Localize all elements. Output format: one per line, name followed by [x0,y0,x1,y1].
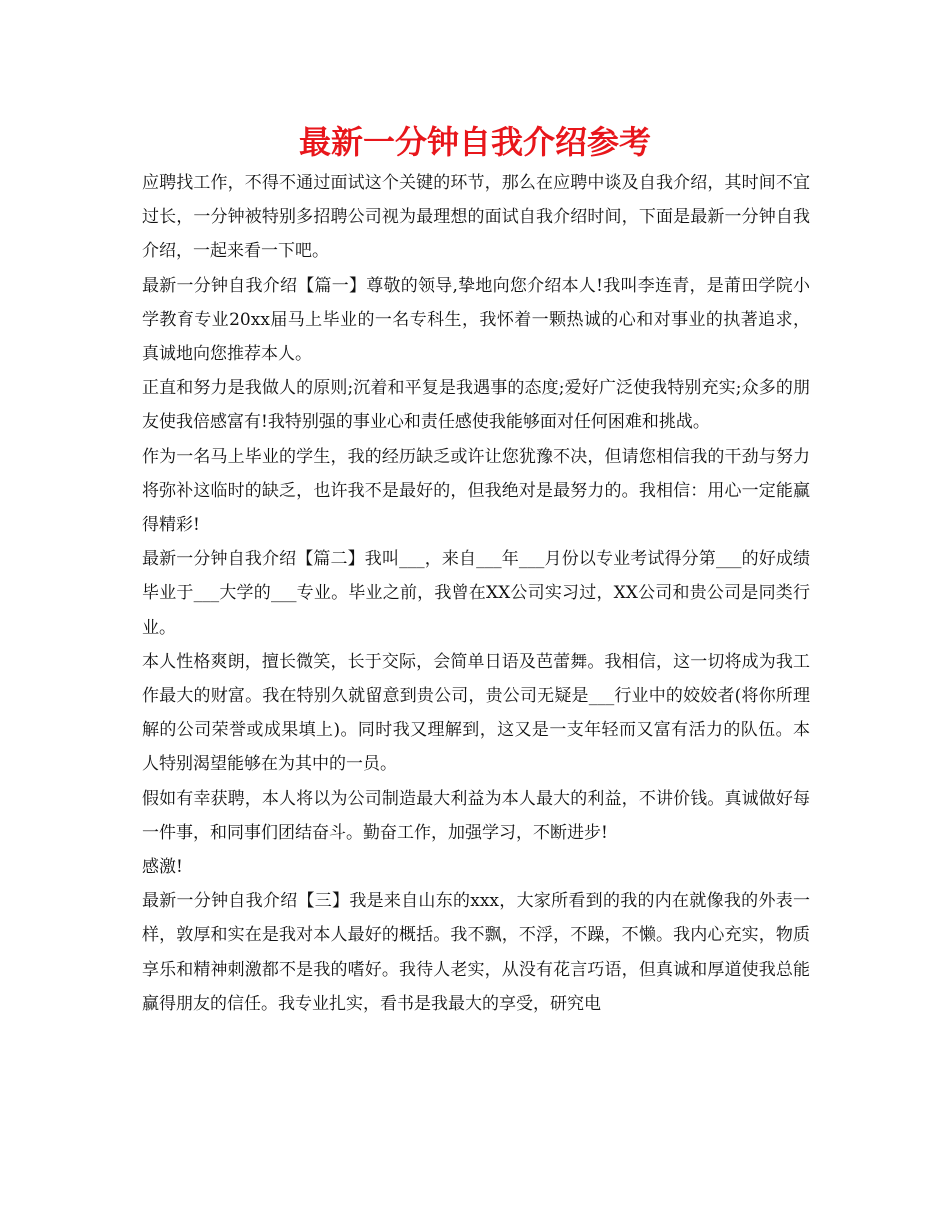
paragraph-part1-principles: 正直和努力是我做人的原则;沉着和平复是我遇事的态度;爱好广泛使我特别充实;众多的朋友使我倍感富有!我特别强的事业心和责任感使我能够面对任何困难和挑战。 [142,378,810,433]
paragraph-part1-intro: 最新一分钟自我介绍【篇一】尊敬的领导,挚地向您介绍本人!我叫李连青，是莆田学院小学教育专业20xx届马上毕业的一名专科生，我怀着一颗热诚的心和对事业的执著追求，真诚地向您推荐本人。 [142,275,810,365]
paragraph-part2-intro: 最新一分钟自我介绍【篇二】我叫___，来自___年___月份以专业考试得分第___的好成绩毕业于___大学的___专业。毕业之前，我曾在XX公司实习过，XX公司和贵公司是同类行业。 [142,549,810,638]
document-body [142,166,810,1021]
paragraph-part1-effort: 作为一名马上毕业的学生，我的经历缺乏或许让您犹豫不决，但请您相信我的干劲与努力将弥补这临时的缺乏，也许我不是最好的，但我绝对是最努力的。我相信：用心一定能赢得精彩! [142,446,810,536]
document-title: 最新一分钟自我介绍参考 [298,123,651,161]
paragraph-part3-intro: 最新一分钟自我介绍【三】我是来自山东的xxx，大家所看到的我的内在就像我的外表一样，敦厚和实在是我对本人最好的概括。我不飘，不浮，不躁，不懒。我内心充实，物质享乐和精神刺激都不是我的嗜好。我待人老实，从没有花言巧语，但真诚和厚道使我总能赢得朋友的信任。我专业扎实，看书是我最大的享受，研究电 [142,891,810,1014]
paragraph-part2-personality: 本人性格爽朗，擅长微笑，长于交际，会简单日语及芭蕾舞。我相信，这一切将成为我工作最大的财富。我在特别久就留意到贵公司，贵公司无疑是___行业中的姣姣者(将你所理解的公司荣誉或成果填上)。同时我又理解到，这又是一支年轻而又富有活力的队伍。本人特别渴望能够在为其中的一员。 [142,651,810,775]
paragraph-part2-commitment: 假如有幸获聘，本人将以为公司制造最大利益为本人最大的利益，不讲价钱。真诚做好每一件事，和同事们团结奋斗。勤奋工作，加强学习，不断进步! [142,788,810,843]
paragraph-part2-thanks: 感激! [142,857,183,878]
paragraph-intro: 应聘找工作，不得不通过面试这个关键的环节，那么在应聘中谈及自我介绍，其时间不宜过长，一分钟被特别多招聘公司视为最理想的面试自我介绍时间，下面是最新一分钟自我介绍，一起来看一下吧。 [142,173,810,262]
